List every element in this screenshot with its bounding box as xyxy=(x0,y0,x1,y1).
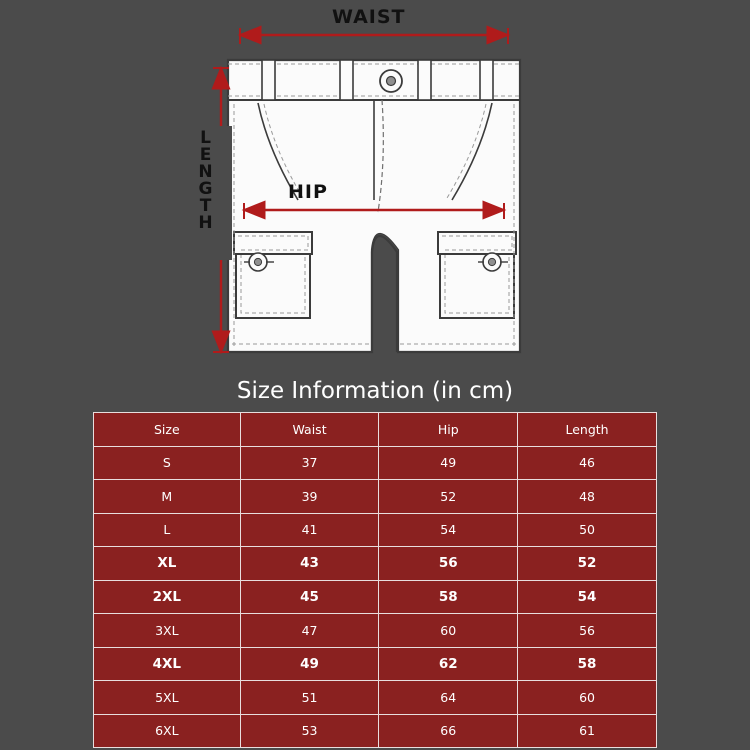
length-char-4: T xyxy=(199,196,213,216)
length-char-0: L xyxy=(200,128,212,148)
table-row xyxy=(94,446,657,480)
waist-dimension-label: WAIST xyxy=(332,6,406,28)
cell-size: 6XL xyxy=(94,714,241,748)
right-cargo-pocket xyxy=(438,232,516,318)
size-information-table xyxy=(93,412,657,748)
cell-waist: 47 xyxy=(240,614,379,648)
cell-hip: 49 xyxy=(379,446,518,480)
table-row xyxy=(94,614,657,648)
table-row xyxy=(94,547,657,581)
cell-waist: 49 xyxy=(240,647,379,681)
cell-waist: 43 xyxy=(240,547,379,581)
length-char-2: N xyxy=(198,162,214,182)
waist-measure-arrow xyxy=(240,28,508,44)
cell-hip: 66 xyxy=(379,714,518,748)
cell-length: 48 xyxy=(518,480,657,514)
hip-dimension-label: HIP xyxy=(288,181,328,203)
table-header-row xyxy=(94,413,657,447)
cell-hip: 52 xyxy=(379,480,518,514)
cell-waist: 53 xyxy=(240,714,379,748)
length-dimension-label xyxy=(196,130,216,232)
table-row xyxy=(94,647,657,681)
cell-length: 61 xyxy=(518,714,657,748)
cell-hip: 62 xyxy=(379,647,518,681)
cell-waist: 51 xyxy=(240,681,379,715)
cell-length: 52 xyxy=(518,547,657,581)
header-size: Size xyxy=(94,413,241,447)
cell-waist: 37 xyxy=(240,446,379,480)
cell-hip: 60 xyxy=(379,614,518,648)
length-char-3: G xyxy=(198,179,214,199)
size-table-title: Size Information (in cm) xyxy=(236,378,514,404)
cell-waist: 45 xyxy=(240,580,379,614)
cell-size: 5XL xyxy=(94,681,241,715)
table-row xyxy=(94,714,657,748)
cell-waist: 41 xyxy=(240,513,379,547)
cell-length: 60 xyxy=(518,681,657,715)
cell-size: XL xyxy=(94,547,241,581)
cell-size: L xyxy=(94,513,241,547)
cell-hip: 64 xyxy=(379,681,518,715)
cell-length: 46 xyxy=(518,446,657,480)
left-cargo-pocket xyxy=(234,232,312,318)
cell-size: 4XL xyxy=(94,647,241,681)
length-char-1: E xyxy=(199,145,213,165)
header-waist: Waist xyxy=(240,413,379,447)
cell-waist: 39 xyxy=(240,480,379,514)
table-row xyxy=(94,480,657,514)
cell-hip: 58 xyxy=(379,580,518,614)
cell-length: 58 xyxy=(518,647,657,681)
table-row xyxy=(94,513,657,547)
length-char-5: H xyxy=(198,213,214,233)
cell-hip: 56 xyxy=(379,547,518,581)
table-row xyxy=(94,681,657,715)
cell-length: 54 xyxy=(518,580,657,614)
size-table-container xyxy=(93,412,657,748)
header-hip: Hip xyxy=(379,413,518,447)
cell-length: 56 xyxy=(518,614,657,648)
cell-hip: 54 xyxy=(379,513,518,547)
cell-length: 50 xyxy=(518,513,657,547)
cell-size: 2XL xyxy=(94,580,241,614)
shorts-outline xyxy=(228,60,520,352)
cell-size: M xyxy=(94,480,241,514)
table-row xyxy=(94,580,657,614)
cell-size: S xyxy=(94,446,241,480)
header-length: Length xyxy=(518,413,657,447)
cell-size: 3XL xyxy=(94,614,241,648)
